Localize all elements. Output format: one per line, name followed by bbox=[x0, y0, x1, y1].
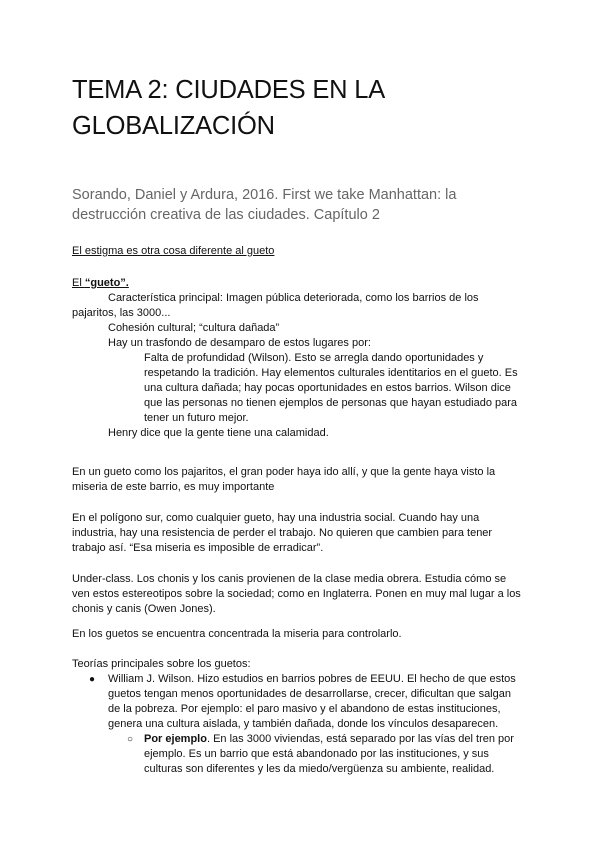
paragraph-line: Under-class. Los chonis y los canis provienen de la clase media obrera. Estudia cómo se bbox=[72, 573, 507, 585]
sub-bullet-icon: ○ bbox=[127, 734, 134, 745]
bullet-line: genera una cultura aislada, y también dañada, donde los vínculos desaparecen. bbox=[108, 718, 499, 730]
gueto-sub-line: tener un futuro mejor. bbox=[144, 412, 249, 424]
sub-bullet-line: culturas son diferentes y les da miedo/vergüenza su ambiente, realidad. bbox=[144, 763, 495, 775]
page-title: TEMA 2: CIUDADES EN LA GLOBALIZACIÓN bbox=[72, 76, 384, 140]
paragraph-line: ven estos estereotipos sobre la sociedad; como en Inglaterra. Ponen en muy mal lugar a los bbox=[72, 588, 521, 600]
sub-bullet-line: ejemplo. Es un barrio que está abandonado por las instituciones, y sus bbox=[144, 748, 489, 760]
gueto-sub-line: respetando la tradición. Hay elementos culturales identitarios en el gueto. Es bbox=[144, 367, 518, 379]
gueto-line-1: Característica principal: Imagen pública deteriorada, como los barrios de los bbox=[108, 292, 479, 304]
paragraph-line: miseria de este barrio, es muy importante bbox=[72, 481, 275, 493]
gueto-line-2: Cohesión cultural; “cultura dañada” bbox=[108, 322, 280, 334]
paragraph-line: chonis y canis (Owen Jones). bbox=[72, 603, 216, 615]
bullet-line: de la pobreza. Por ejemplo: el paro masivo y el abandono de estas instituciones, bbox=[108, 703, 501, 715]
gueto-heading bbox=[72, 276, 129, 292]
gueto-sub-line: que las personas no tienen ejemplos de personas que hayan estudiado para bbox=[144, 397, 518, 409]
gueto-line-1-cont: pajaritos, las 3000... bbox=[72, 307, 171, 319]
paragraph-line: industria, hay una resistencia de perder el trabajo. No quieren que cambien para tener bbox=[72, 527, 493, 539]
gueto-line-4: Henry dice que la gente tiene una calamidad. bbox=[108, 427, 329, 439]
bullet-line: William J. Wilson. Hizo estudios en barrios pobres de EEUU. El hecho de que estos bbox=[108, 673, 516, 685]
gueto-prefix: El bbox=[72, 277, 85, 289]
gueto-sub-line: Falta de profundidad (Wilson). Esto se arregla dando oportunidades y bbox=[144, 352, 484, 364]
theories-heading: Teorías principales sobre los guetos: bbox=[72, 658, 251, 670]
sub-bullet-bold: Por ejemplo bbox=[144, 733, 207, 745]
bullet-line: guetos tengan menos oportunidades de desarrollarse, crecer, dificultan que salgan bbox=[108, 688, 511, 700]
sub-bullet-line bbox=[144, 732, 514, 748]
bullet-icon: ● bbox=[89, 674, 96, 685]
section-heading: El estigma es otra cosa diferente al gueto bbox=[72, 245, 275, 257]
gueto-sub-line: una cultura dañada; hay pocas oportunidades en estos barrios. Wilson dice bbox=[144, 382, 511, 394]
subtitle-citation: Sorando, Daniel y Ardura, 2016. First we take Manhattan: la destrucción creativa de las ciudades. Capítulo 2 bbox=[72, 187, 457, 223]
paragraph-line: En los guetos se encuentra concentrada la miseria para controlarlo. bbox=[72, 628, 402, 640]
gueto-term: “gueto”. bbox=[84, 277, 129, 289]
paragraph-line: trabajo así. “Esa miseria es imposible de erradicar”. bbox=[72, 542, 324, 554]
paragraph-line: En el polígono sur, como cualquier gueto, hay una industria social. Cuando hay una bbox=[72, 512, 480, 524]
paragraph-line: En un gueto como los pajaritos, el gran poder haya ido allí, y que la gente haya visto la bbox=[72, 466, 496, 478]
gueto-line-3: Hay un trasfondo de desamparo de estos lugares por: bbox=[108, 337, 371, 349]
sub-bullet-rest: . En las 3000 viviendas, está separado por las vías del tren por bbox=[206, 733, 514, 745]
